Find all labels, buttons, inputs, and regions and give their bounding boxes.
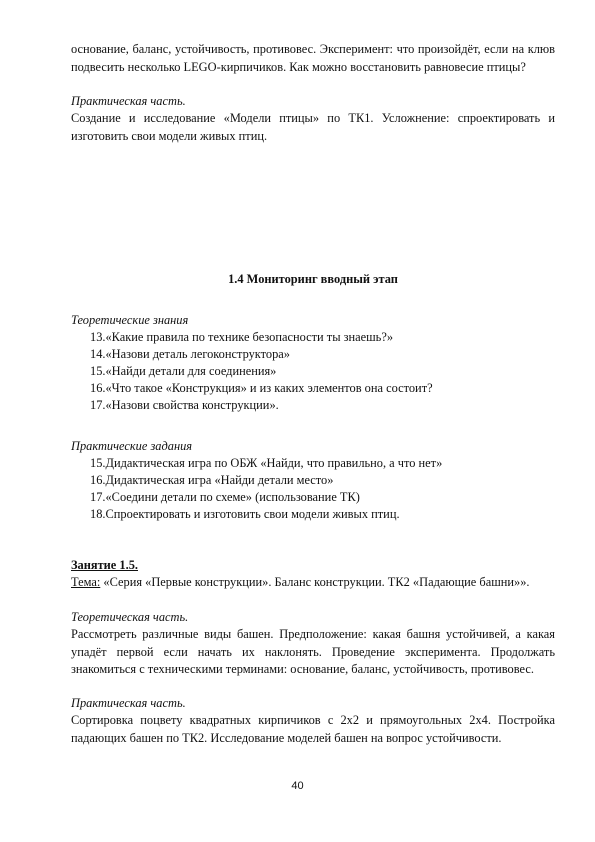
topic-label: Тема: [71,575,101,589]
theory-item: 15.«Найди детали для соединения» [90,364,277,378]
theory-item: 13.«Какие правила по технике безопасности ты знаешь?» [90,330,394,344]
lesson-practical-text: Сортировка поцвету квадратных кирпичиков с 2х2 и прямоугольных 2х4. Постройка падающих башен по ТК2. Исследование моделей башен на вопрос устойчивости. [71,713,555,745]
task-item: 15.Дидактическая игра по ОБЖ «Найди, что правильно, а что нет» [90,456,443,470]
lesson-theory-label: Теоретическая часть. [71,610,189,624]
task-item: 16.Дидактическая игра «Найди детали место» [90,473,334,487]
page-number: 40 [291,780,304,792]
theory-item: 14.«Назови деталь легоконструктора» [90,347,290,361]
lesson-title [71,557,555,575]
lesson-practical-label: Практическая часть. [71,696,186,710]
section-heading: 1.4 Мониторинг вводный этап [228,272,398,286]
practical-paragraph: Создание и исследование «Модели птицы» по ТК1. Усложнение: спроектировать и изготовить свои модели живых птиц. [71,111,555,143]
theory-item: 16.«Что такое «Конструкция» и из каких элементов она состоит? [90,381,433,395]
task-item: 18.Спроектировать и изготовить свои модели живых птиц. [90,507,400,521]
practical-tasks-label: Практические задания [71,439,193,453]
task-item: 17.«Соедини детали по схеме» (использование ТК) [90,490,360,504]
lesson-topic [71,574,555,592]
topic-text: «Серия «Первые конструкции». Баланс конструкции. ТК2 «Падающие башни»». [100,575,530,589]
theory-knowledge-label: Теоретические знания [71,313,189,327]
lesson-title-text: Занятие 1.5. [71,558,138,572]
theory-item: 17.«Назови свойства конструкции». [90,398,279,412]
intro-paragraph: основание, баланс, устойчивость, противовес. Эксперимент: что произойдёт, если на клюв подвесить несколько LEGO-кирпичиков. Как можно восстановить равновесие птицы? [71,42,555,74]
practical-part-label: Практическая часть. [71,94,186,108]
lesson-theory-text: Рассмотреть различные виды башен. Предположение: какая башня устойчивей, а какая упадёт первой если начать их наклонять. Проведение эксперимента. Продолжать знакомиться с техническими терминами: основание, баланс, устойчивость, противовес. [71,627,555,676]
